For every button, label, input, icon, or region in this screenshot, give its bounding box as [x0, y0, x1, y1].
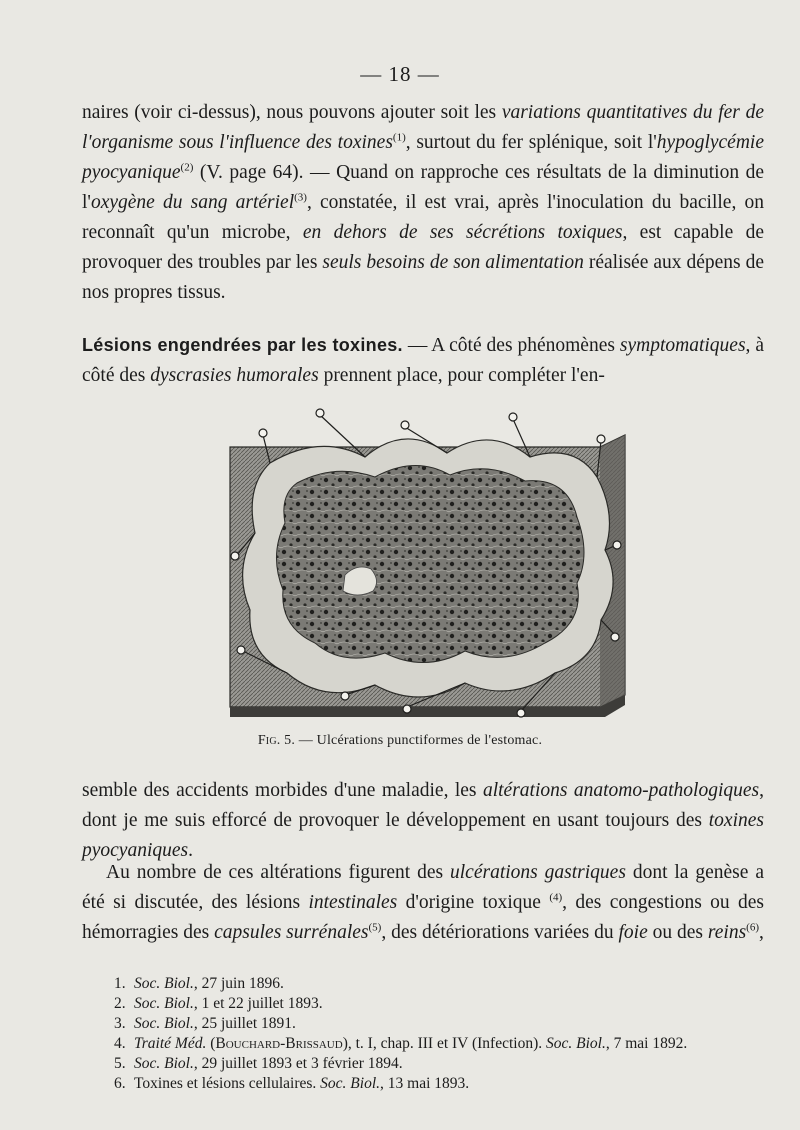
paragraph-2: Lésions engendrées par les toxines. — A côté des phénomènes symptomatiques, à côté des dyscrasies humorales prennent place, pour compléter l'en-	[82, 335, 764, 386]
page-number: — 18 —	[360, 62, 440, 86]
figure-caption: Fig. 5. — Ulcérations punctiformes de l'estomac.	[257, 733, 543, 748]
footnote-ref: (2)	[180, 161, 194, 174]
paragraph-3: semble des accidents morbides d'une maladie, les altérations anatomo-pathologiques, dont je me suis efforcé de provoquer le développement en usant toujours des toxines pyocyaniques.	[82, 780, 764, 861]
footnote-2: 2. Soc. Biol., 1 et 22 juillet 1893.	[114, 995, 323, 1012]
footnote-ref: (6)	[746, 921, 759, 934]
paragraph-1: naires (voir ci-dessus), nous pouvons ajouter soit les variations quantitatives du fer de l'organisme sous l'influence des toxines$^{(1)}$, surtout du fer splénique, soit l'hypoglycémie pyocyanique$^{(2)}$ (V. page 64). — Quand on rapproche ces résultats de la diminution de l'oxygène du sang artériel$^{(3)}$, constatée, il est vrai, après l'inoculation du bacille, on reconnaît qu'un microbe, en dehors de ses sécrétions toxiques, est capable de provoquer des troubles par les seuls besoins de son alimentation réalisée aux dépens de nos propres tissus.	[82, 102, 764, 303]
stomach-engraving-figure	[225, 405, 630, 723]
footnote-1: 1. Soc. Biol., 27 juin 1896.	[114, 975, 284, 992]
footnote-4: 4. Traité Méd. (Bouchard-Brissaud), t. I, chap. III et IV (Infection). Soc. Biol., 7 mai 1892.	[114, 1035, 688, 1052]
section-heading: Lésions engendrées par les toxines.	[82, 335, 403, 355]
footnote-ref: (3)	[294, 191, 307, 204]
paragraph-4: Au nombre de ces altérations figurent des ulcérations gastriques dont la genèse a été si discutée, des lésions intestinales d'origine toxique $^{(4)}$, des congestions ou des hémorragies des capsules surrénales$^{(5)}$, des détériorations variées du foie ou des reins$^{(6)}$,	[82, 862, 764, 943]
footnote-ref: (1)	[392, 131, 406, 144]
footnote-ref: (4)	[549, 891, 563, 904]
footnote-5: 5. Soc. Biol., 29 juillet 1893 et 3 février 1894.	[114, 1055, 403, 1072]
footnote-ref: (5)	[368, 921, 382, 934]
footnotes	[114, 974, 754, 1094]
footnote-6: 6. Toxines et lésions cellulaires. Soc. Biol., 13 mai 1893.	[114, 1075, 470, 1092]
footnote-3: 3. Soc. Biol., 25 juillet 1891.	[114, 1015, 296, 1032]
